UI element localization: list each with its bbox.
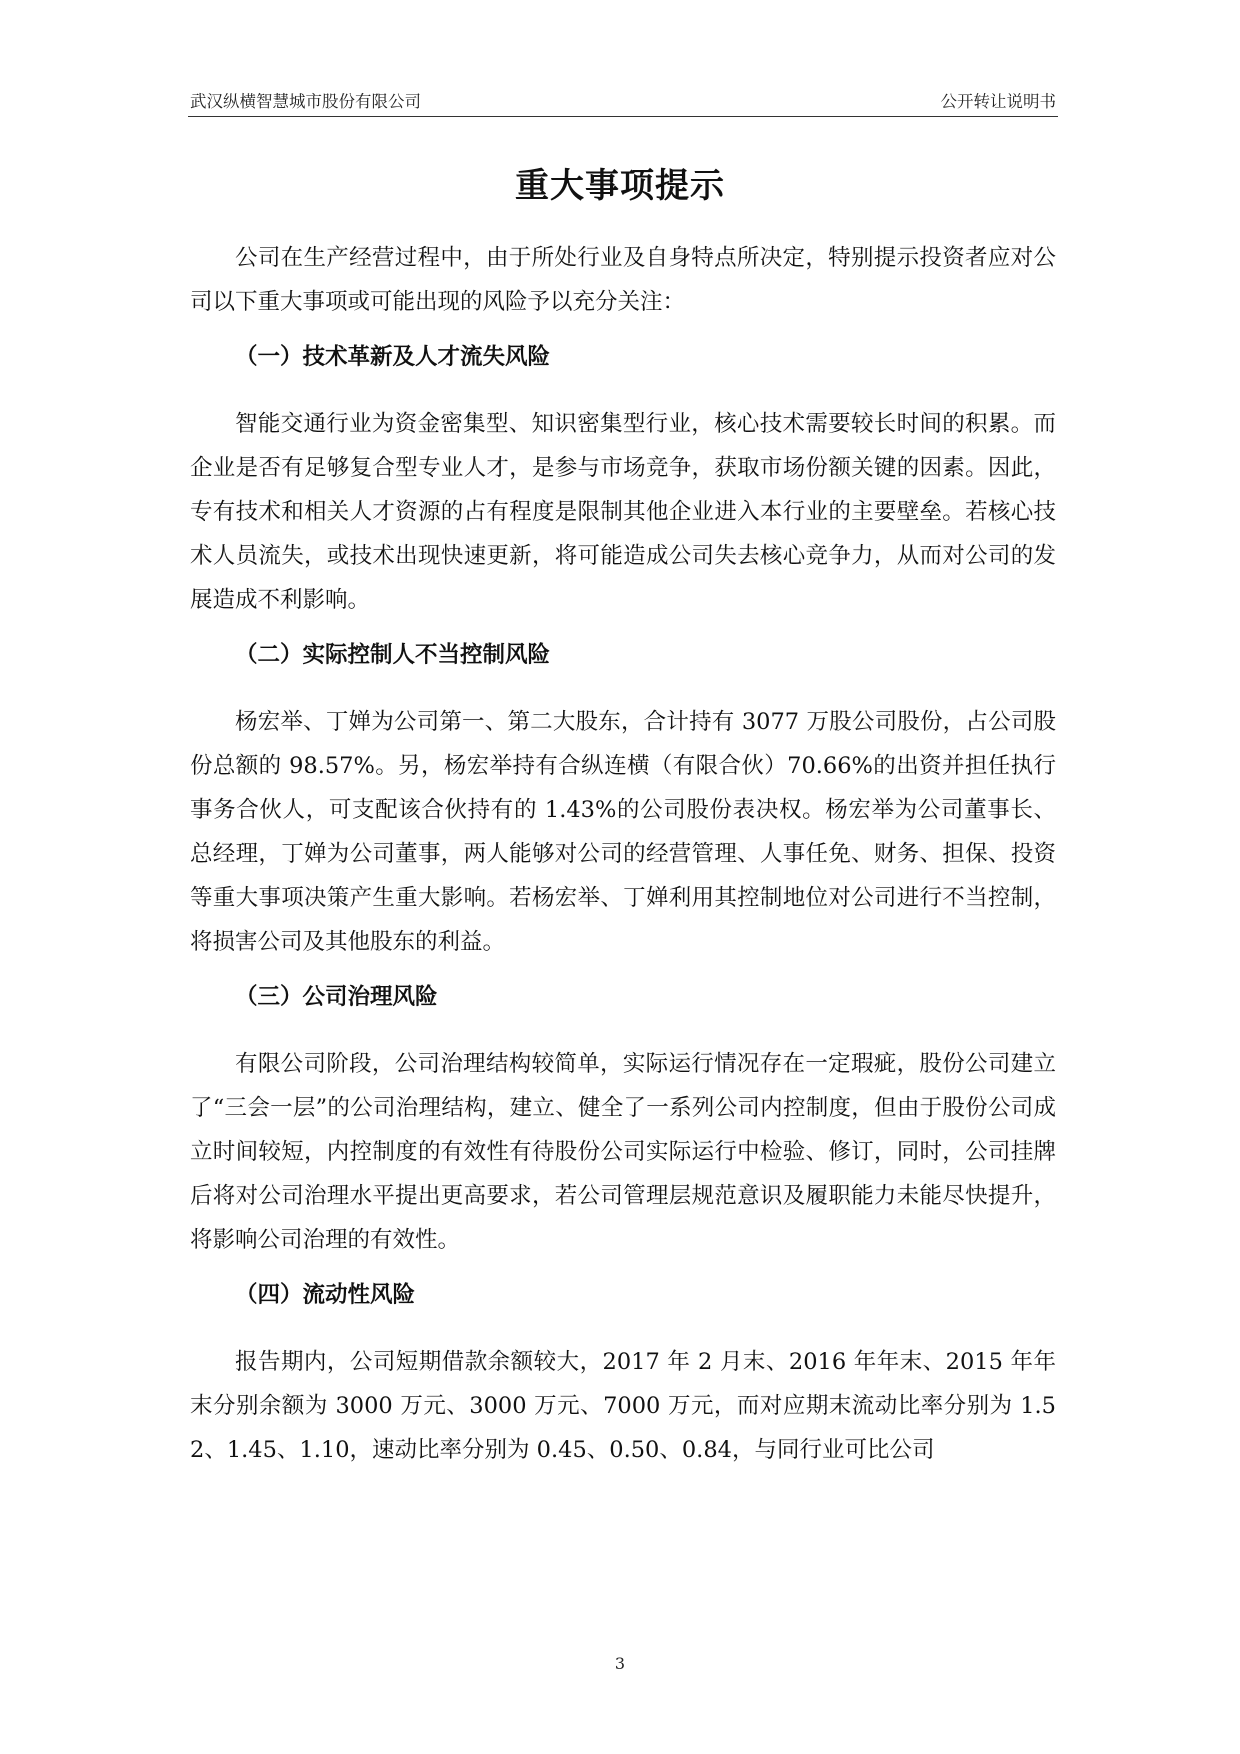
page-title: 重大事项提示 [515,166,725,206]
header-document-type: 公开转让说明书 [940,92,1056,111]
section-heading-controller-risk: （二）实际控制人不当控制风险 [235,642,551,668]
section-text-liquidity-risk: 报告期内，公司短期借款余额较大，2017 年 2 月末、2016 年年末、2015 年年末分别余额为 3000 万元、3000 万元、7000 万元，而对应期末流动比率分别为 1.52、1.45、1.10，速动比率分别为 0.45、0.50、0.84，与同行业可比公司 [190,1349,1056,1463]
section-heading-governance-risk: （三）公司治理风险 [235,984,438,1010]
header-company-name: 武汉纵横智慧城市股份有限公司 [190,92,421,111]
page-number: 3 [614,1654,626,1673]
intro-paragraph: 公司在生产经营过程中，由于所处行业及自身特点所决定，特别提示投资者应对公司以下重大事项或可能出现的风险予以充分关注： [190,245,1056,315]
section-heading-liquidity-risk: （四）流动性风险 [235,1282,416,1308]
page-header [188,84,1058,117]
section-heading-technology-talent-risk: （一）技术革新及人才流失风险 [235,344,551,370]
section-text-controller-risk: 杨宏举、丁婵为公司第一、第二大股东，合计持有 3077 万股公司股份，占公司股份总额的 98.57%。另，杨宏举持有合纵连横（有限合伙）70.66%的出资并担任执行事务合伙人，可支配该合伙持有的 1.43%的公司股份表决权。杨宏举为公司董事长、总经理，丁婵为公司董事，两人能够对公司的经营管理、人事任免、财务、担保、投资等重大事项决策产生重大影响。若杨宏举、丁婵利用其控制地位对公司进行不当控制，将损害公司及其他股东的利益。 [190,709,1056,955]
document-body [190,236,1056,1483]
section-text-governance-risk: 有限公司阶段，公司治理结构较简单，实际运行情况存在一定瑕疵，股份公司建立了“三会一层”的公司治理结构，建立、健全了一系列公司内控制度，但由于股份公司成立时间较短，内控制度的有效性有待股份公司实际运行中检验、修订，同时，公司挂牌后将对公司治理水平提出更高要求，若公司管理层规范意识及履职能力未能尽快提升，将影响公司治理的有效性。 [190,1051,1056,1253]
section-text-technology-talent-risk: 智能交通行业为资金密集型、知识密集型行业，核心技术需要较长时间的积累。而企业是否有足够复合型专业人才，是参与市场竞争，获取市场份额关键的因素。因此，专有技术和相关人才资源的占有程度是限制其他企业进入本行业的主要壁垒。若核心技术人员流失，或技术出现快速更新，将可能造成公司失去核心竞争力，从而对公司的发展造成不利影响。 [190,411,1056,613]
